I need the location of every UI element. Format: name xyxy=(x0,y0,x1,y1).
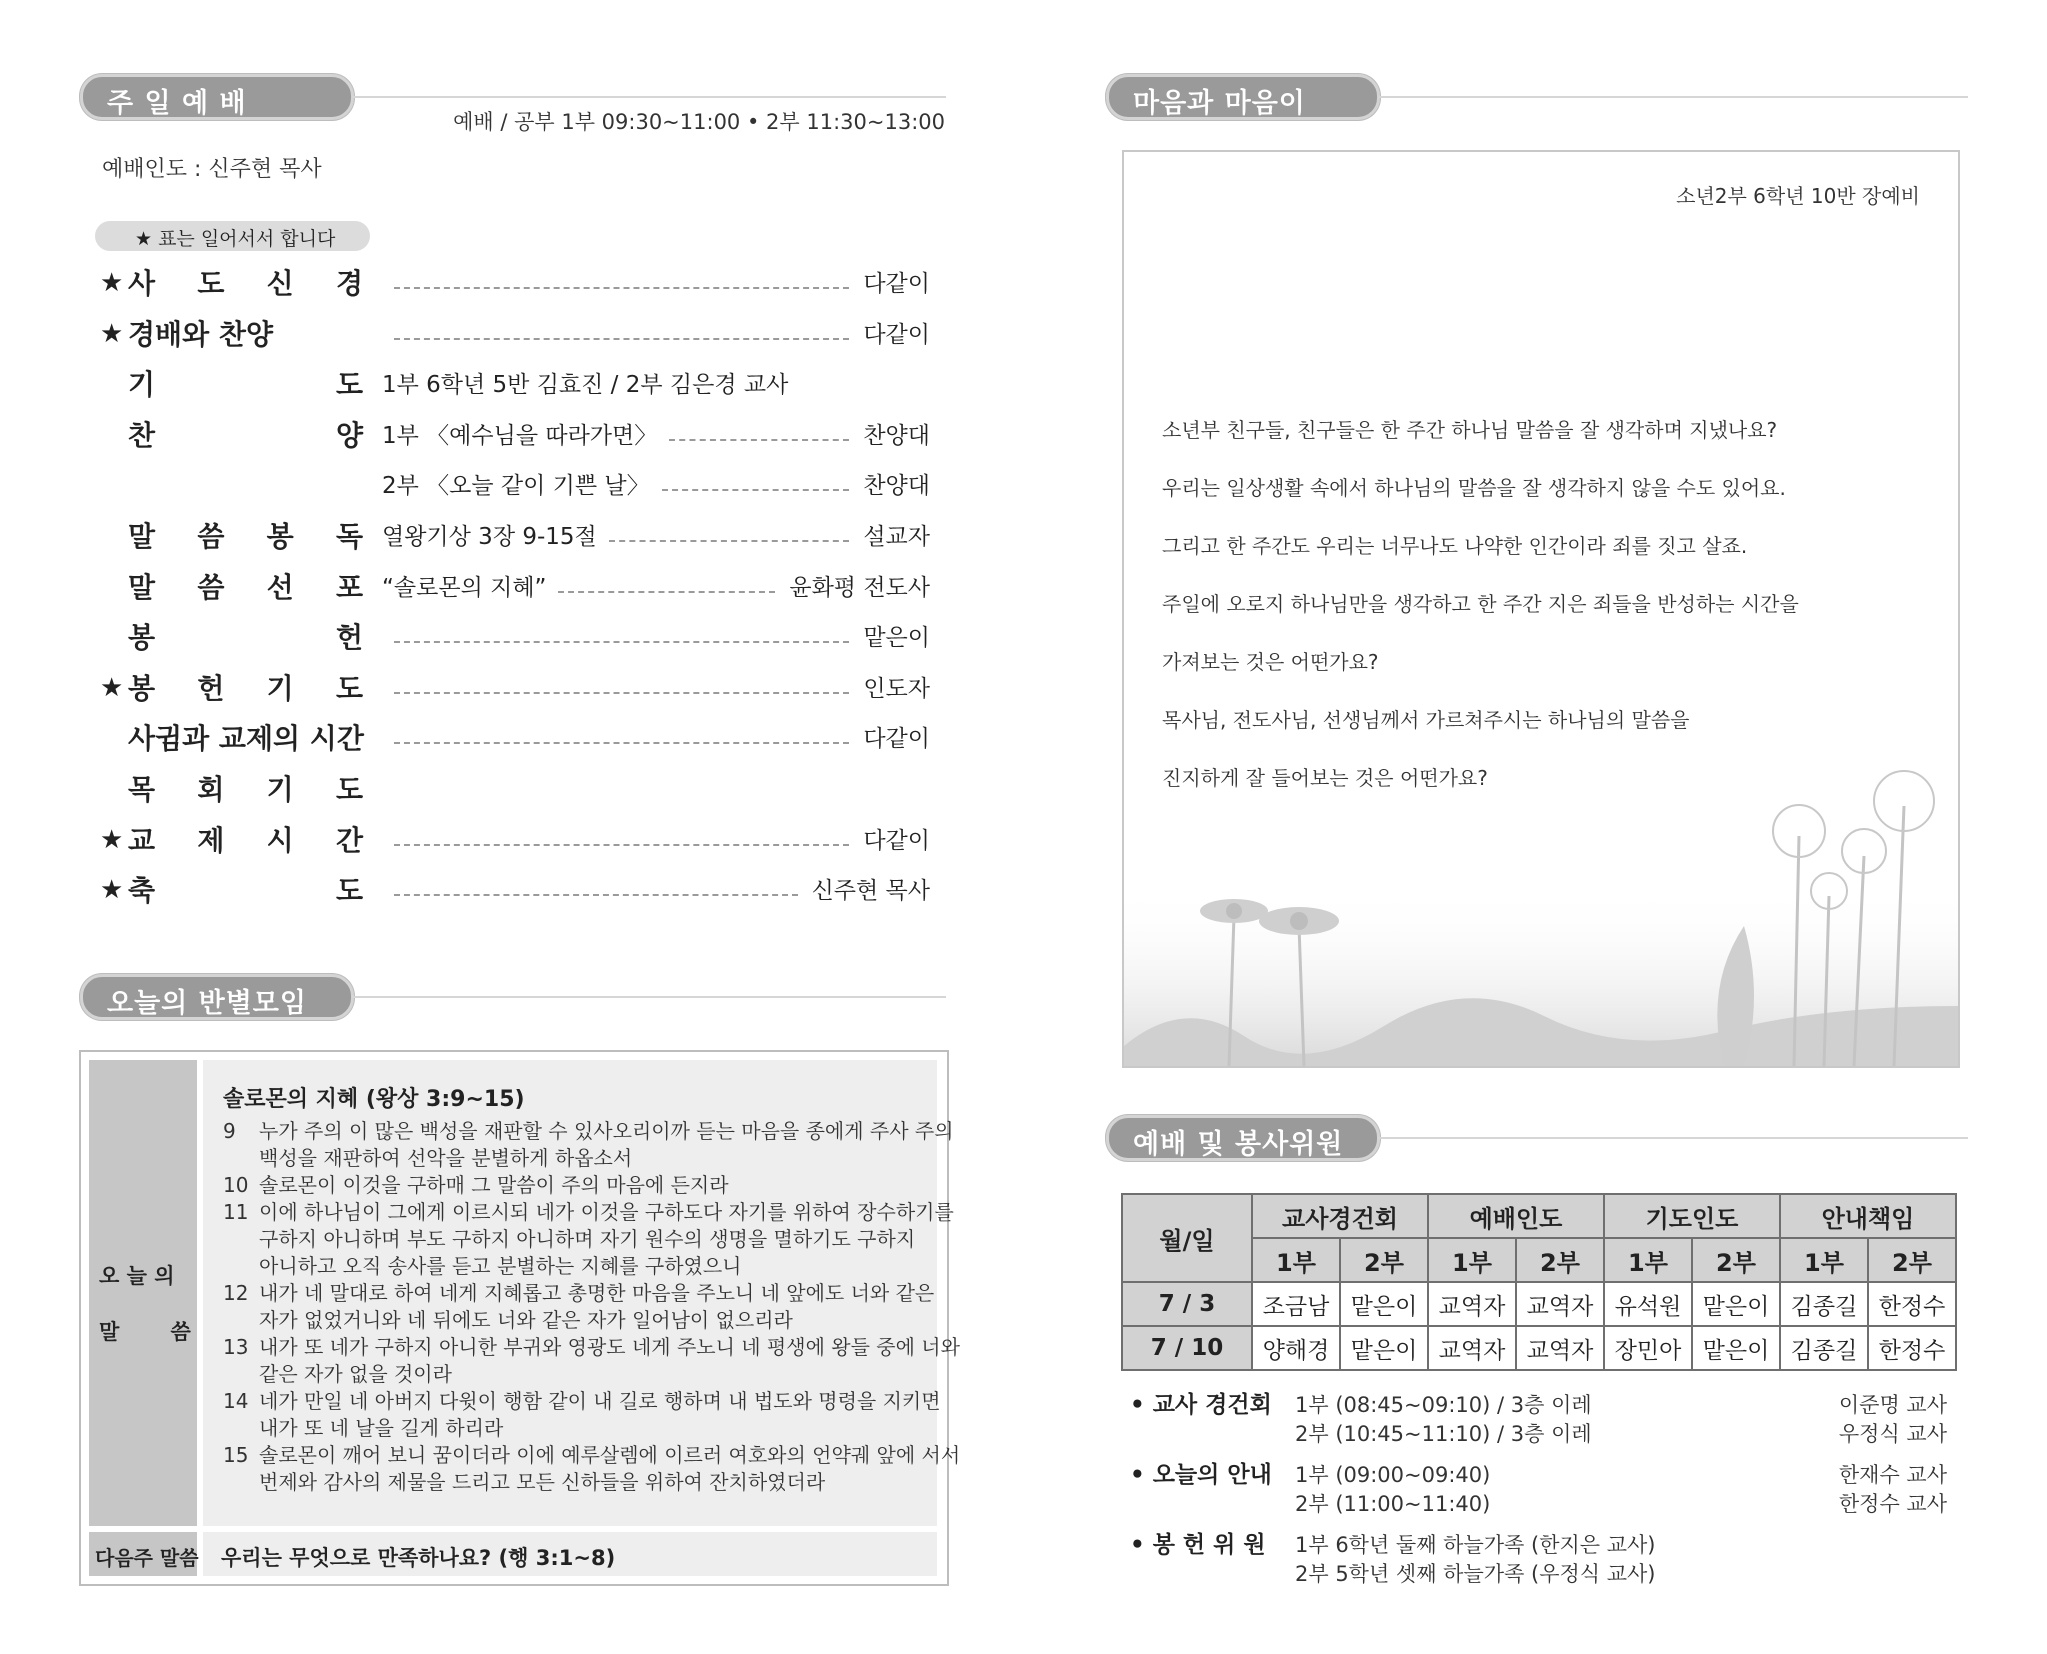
part-header: 1부 xyxy=(1428,1238,1516,1282)
leader-dots xyxy=(394,338,849,340)
order-item-desc: 열왕기상 3장 9-15절 xyxy=(382,524,597,550)
note-detail: 2부 (11:00~11:40) xyxy=(1295,1492,1491,1516)
table-cell: 맡은이 xyxy=(1692,1326,1780,1370)
note-title: • 교사 경건회 xyxy=(1130,1392,1272,1418)
letter-author: 소년2부 6학년 10반 장예비 xyxy=(1676,184,1920,208)
verse-number: 12 xyxy=(223,1281,249,1305)
standing-star-icon: ★ xyxy=(100,319,124,349)
verse-line: 내가 또 네 날을 길게 하리라 xyxy=(259,1416,504,1440)
worship-leader: 예배인도 : 신주현 목사 xyxy=(102,157,322,182)
order-item-person: 설교자 xyxy=(863,524,930,550)
today-word-label-1: 오 늘 의 xyxy=(99,1264,175,1288)
table-cell: 교역자 xyxy=(1516,1282,1604,1326)
order-item-person: 다같이 xyxy=(863,828,930,854)
table-cell: 장민아 xyxy=(1604,1326,1692,1370)
table-cell: 김종길 xyxy=(1780,1326,1868,1370)
verse-line: 네가 만일 네 아버지 다윗이 행함 같이 내 길로 행하며 내 법도와 명령을 지키면 xyxy=(259,1389,941,1413)
part-header: 1부 xyxy=(1252,1238,1340,1282)
table-cell: 맡은이 xyxy=(1340,1282,1428,1326)
leader-dots xyxy=(394,894,798,896)
verse-number: 13 xyxy=(223,1335,249,1359)
note-detail: 1부 6학년 둘째 하늘가족 (한지은 교사) xyxy=(1295,1533,1656,1557)
table-cell: 교역자 xyxy=(1516,1326,1604,1370)
note-person: 이준명 교사 xyxy=(1838,1393,1947,1417)
letter-line: 소년부 친구들, 친구들은 한 주간 하나님 말씀을 잘 생각하며 지냈나요? xyxy=(1162,418,1778,442)
service-title: 예배 및 봉사위원 xyxy=(1133,1129,1344,1160)
order-item-title: 교 제 시 간 xyxy=(128,824,363,857)
order-row xyxy=(100,616,930,656)
verse-line: 이에 하나님이 그에게 이르시되 네가 이것을 구하도다 자기를 위하여 장수하기를 xyxy=(259,1200,954,1224)
today-word-label-2: 말 씀 xyxy=(99,1320,191,1344)
order-row xyxy=(100,869,930,909)
order-item-person: 맡은이 xyxy=(863,625,930,651)
verse-number: 14 xyxy=(223,1389,249,1413)
leader-dots xyxy=(609,540,850,542)
order-item-desc: 1부 〈예수님을 따라가면〉 xyxy=(382,423,658,449)
date-header: 월/일 xyxy=(1122,1194,1252,1282)
leader-dots xyxy=(669,439,849,441)
next-week-passage: 우리는 무엇으로 만족하나요? (행 3:1~8) xyxy=(221,1546,616,1570)
order-item-person: 찬양대 xyxy=(863,423,930,449)
order-item-person: 다같이 xyxy=(863,726,930,752)
leader-dots xyxy=(394,641,849,643)
verse-text xyxy=(259,1280,935,1334)
order-row xyxy=(100,515,930,555)
note-detail: 2부 5학년 셋째 하늘가족 (우정식 교사) xyxy=(1295,1562,1656,1586)
order-row xyxy=(100,414,930,454)
order-item-person: 다같이 xyxy=(863,322,930,348)
letter-line: 우리는 일상생활 속에서 하나님의 말씀을 잘 생각하지 않을 수도 있어요. xyxy=(1162,476,1786,500)
note-detail: 2부 (10:45~11:10) / 3층 이레 xyxy=(1295,1422,1592,1446)
note-detail: 1부 (08:45~09:10) / 3층 이레 xyxy=(1295,1393,1592,1417)
part-header: 2부 xyxy=(1868,1238,1956,1282)
table-cell: 맡은이 xyxy=(1340,1326,1428,1370)
table-cell: 한정수 xyxy=(1868,1326,1956,1370)
standing-star-icon: ★ xyxy=(100,673,124,703)
verse-line: 솔로몬이 이것을 구하매 그 말씀이 주의 마음에 든지라 xyxy=(259,1173,729,1197)
note-person: 한재수 교사 xyxy=(1838,1463,1947,1487)
letter-line: 가져보는 것은 어떤가요? xyxy=(1162,650,1379,674)
standing-star-icon: ★ xyxy=(100,825,124,855)
service-table xyxy=(1121,1193,1957,1371)
group-section-header xyxy=(80,974,946,1018)
part-header: 2부 xyxy=(1692,1238,1780,1282)
order-item-person: 찬양대 xyxy=(863,473,930,499)
order-item-person: 윤화평 전도사 xyxy=(789,575,930,601)
flower-illustration xyxy=(1124,746,1958,1066)
standing-star-icon: ★ xyxy=(100,875,124,905)
part-header: 1부 xyxy=(1780,1238,1868,1282)
verse-line: 아니하고 오직 송사를 듣고 분별하는 지혜를 구하였으니 xyxy=(259,1254,742,1278)
table-row xyxy=(1122,1282,1956,1326)
part-header: 2부 xyxy=(1340,1238,1428,1282)
order-row xyxy=(100,717,930,757)
service-section-header xyxy=(1106,1115,1968,1159)
letter-line: 주일에 오로지 하나님만을 생각하고 한 주간 지은 죄들을 반성하는 시간을 xyxy=(1162,592,1799,616)
heart-title: 마음과 마음이 xyxy=(1133,88,1306,119)
order-row xyxy=(100,313,930,353)
part-header: 2부 xyxy=(1516,1238,1604,1282)
table-cell: 유석원 xyxy=(1604,1282,1692,1326)
order-item-desc: 1부 6학년 5반 김효진 / 2부 김은경 교사 xyxy=(382,372,789,398)
table-cell: 교역자 xyxy=(1428,1282,1516,1326)
note-title: • 봉 헌 위 원 xyxy=(1130,1532,1266,1558)
letter-card xyxy=(1122,150,1960,1068)
verse-line: 내가 또 네가 구하지 아니한 부귀와 영광도 네게 주노니 네 평생에 왕들 중에 너와 xyxy=(259,1335,960,1359)
order-item-title: 목 회 기 도 xyxy=(128,773,363,806)
passage-title: 솔로몬의 지혜 (왕상 3:9~15) xyxy=(223,1087,525,1112)
table-header-row xyxy=(1122,1194,1956,1238)
order-row xyxy=(100,363,930,403)
leader-dots xyxy=(394,844,849,846)
verse-line: 내가 네 말대로 하여 네게 지혜롭고 총명한 마음을 주노니 네 앞에도 너와 같은 xyxy=(259,1281,935,1305)
verse-number: 15 xyxy=(223,1443,249,1467)
verse-number: 11 xyxy=(223,1200,249,1224)
order-item-desc: “솔로몬의 지혜” xyxy=(382,575,547,601)
group-header: 기도인도 xyxy=(1604,1194,1780,1238)
table-row xyxy=(1122,1326,1956,1370)
verse-text xyxy=(259,1172,899,1199)
standing-note: ★ 표는 일어서서 합니다 xyxy=(135,228,336,250)
leader-dots xyxy=(558,591,775,593)
leader-dots xyxy=(394,692,849,694)
table-cell: 김종길 xyxy=(1780,1282,1868,1326)
verse-text xyxy=(259,1199,954,1280)
leader-dots xyxy=(394,287,849,289)
verse-line: 같은 자가 없을 것이라 xyxy=(259,1362,452,1386)
row-date: 7 / 3 xyxy=(1122,1282,1252,1326)
verse-line: 누가 주의 이 많은 백성을 재판할 수 있사오리이까 듣는 마음을 종에게 주사 주의 xyxy=(259,1119,954,1143)
worship-title: 주 일 예 배 xyxy=(107,88,247,119)
verse-text xyxy=(259,1118,954,1172)
verse-line: 백성을 재판하여 선악을 분별하게 하옵소서 xyxy=(259,1146,633,1170)
row-date: 7 / 10 xyxy=(1122,1326,1252,1370)
group-header: 안내책임 xyxy=(1780,1194,1956,1238)
verse-number: 9 xyxy=(223,1119,236,1143)
group-title: 오늘의 반별모임 xyxy=(107,988,307,1019)
table-cell: 양해경 xyxy=(1252,1326,1340,1370)
heart-section-header xyxy=(1106,74,1968,118)
order-item-title: 사 도 신 경 xyxy=(128,267,363,300)
table-cell: 맡은이 xyxy=(1692,1282,1780,1326)
today-word-content xyxy=(203,1060,961,1526)
verse-text xyxy=(259,1442,961,1496)
leader-dots xyxy=(394,742,849,744)
letter-line: 그리고 한 주간도 우리는 너무나도 나약한 인간이라 죄를 짓고 살죠. xyxy=(1162,534,1748,558)
table-cell: 한정수 xyxy=(1868,1282,1956,1326)
group-header: 교사경건회 xyxy=(1252,1194,1428,1238)
note-person: 한정수 교사 xyxy=(1838,1492,1947,1516)
order-item-title: 사귐과 교제의 시간 xyxy=(128,722,364,755)
order-item-person: 신주현 목사 xyxy=(811,878,930,904)
order-item-title: 찬 양 xyxy=(128,419,363,452)
order-item-desc: 2부 〈오늘 같이 기쁜 날〉 xyxy=(382,473,650,499)
worship-times: 예배 / 공부 1부 09:30~11:00 • 2부 11:30~13:00 xyxy=(453,110,945,134)
standing-star-icon: ★ xyxy=(100,268,124,298)
order-row xyxy=(100,768,930,808)
letter-line: 목사님, 전도사님, 선생님께서 가르쳐주시는 하나님의 말씀을 xyxy=(1162,708,1690,732)
next-week-label-cell xyxy=(89,1532,197,1576)
verse-line: 번제와 감사의 제물을 드리고 모든 신하들을 위하여 잔치하였더라 xyxy=(259,1470,826,1494)
order-row xyxy=(100,667,930,707)
order-item-title: 기 도 xyxy=(128,368,363,401)
order-row xyxy=(100,464,930,504)
verse-text xyxy=(259,1388,941,1442)
order-item-title: 말 씀 봉 독 xyxy=(128,520,363,553)
table-cell: 교역자 xyxy=(1428,1326,1516,1370)
order-item-title: 경배와 찬양 xyxy=(128,318,273,351)
leader-dots xyxy=(662,489,850,491)
today-word-label-cell xyxy=(89,1060,197,1526)
letter-line: 진지하게 잘 들어보는 것은 어떤가요? xyxy=(1162,766,1488,790)
order-item-person: 다같이 xyxy=(863,271,930,297)
note-person: 우정식 교사 xyxy=(1838,1422,1947,1446)
standing-note-badge xyxy=(95,221,370,251)
table-cell: 조금남 xyxy=(1252,1282,1340,1326)
order-item-title: 말 씀 선 포 xyxy=(128,571,363,604)
order-row xyxy=(100,819,930,859)
verse-text xyxy=(259,1334,960,1388)
order-item-title: 봉 헌 xyxy=(128,621,363,654)
verse-line: 구하지 아니하며 부도 구하지 아니하며 자기 원수의 생명을 멸하기도 구하지 xyxy=(259,1227,916,1251)
order-row xyxy=(100,262,930,302)
order-item-title: 축 도 xyxy=(128,874,363,907)
verse-line: 자가 없었거니와 네 뒤에도 너와 같은 자가 일어남이 없으리라 xyxy=(259,1308,793,1332)
next-week-label: 다음주 말씀 xyxy=(95,1546,199,1570)
order-item-title: 봉 헌 기 도 xyxy=(128,672,363,705)
order-row xyxy=(100,566,930,606)
part-header: 1부 xyxy=(1604,1238,1692,1282)
verse-line: 솔로몬이 깨어 보니 꿈이더라 이에 예루살렘에 이르러 여호와의 언약궤 앞에 서서 xyxy=(259,1443,961,1467)
verse-number: 10 xyxy=(223,1173,249,1197)
note-detail: 1부 (09:00~09:40) xyxy=(1295,1463,1491,1487)
group-header: 예배인도 xyxy=(1428,1194,1604,1238)
order-item-person: 인도자 xyxy=(863,676,930,702)
bible-box xyxy=(79,1050,961,1586)
note-title: • 오늘의 안내 xyxy=(1130,1462,1272,1488)
next-week-content xyxy=(203,1532,937,1576)
